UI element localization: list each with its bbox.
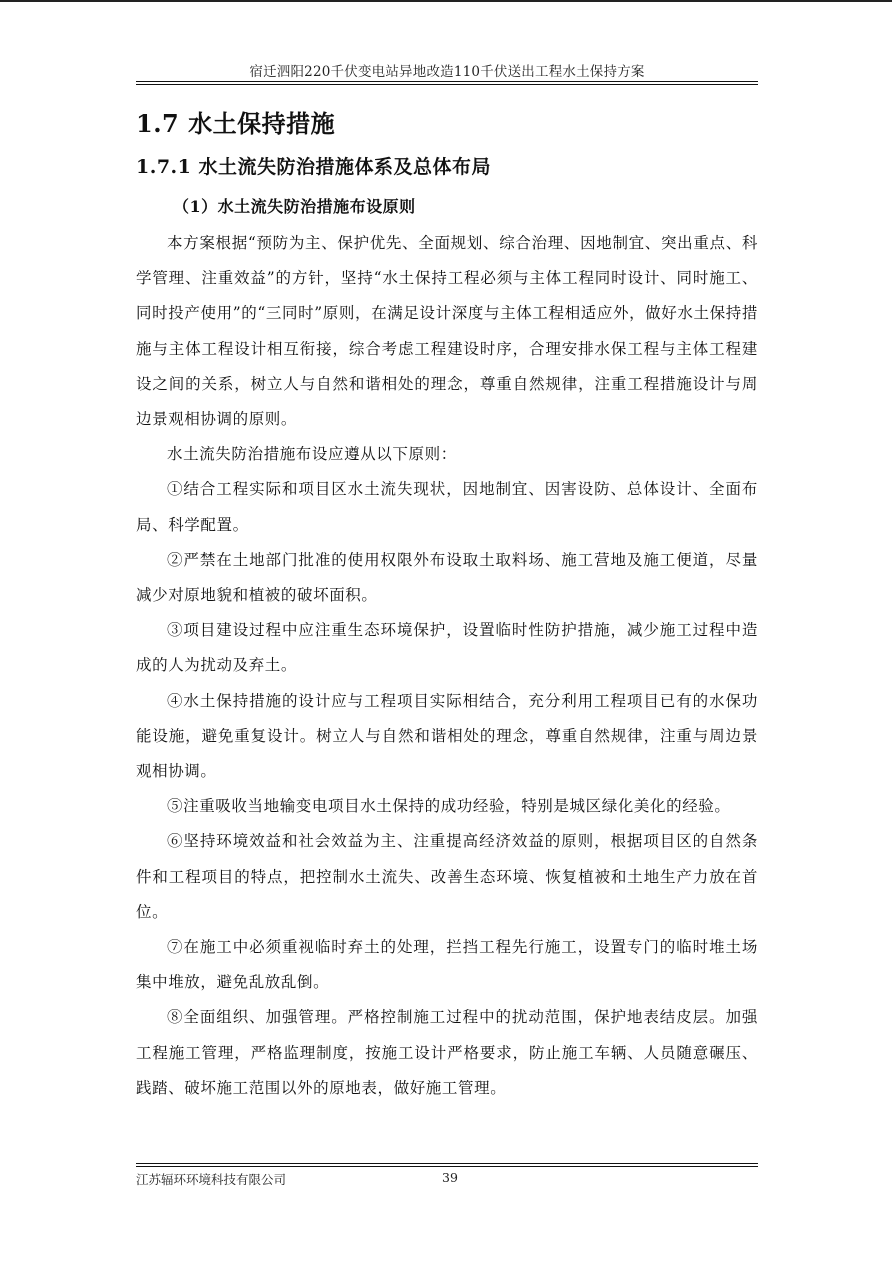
principle-item-2: ②严禁在土地部门批准的使用权限外布设取土取料场、施工营地及施工便道，尽量减少对原地貌和植被的破坏面积。 xyxy=(136,550,758,605)
principle-item-4: ④水土保持措施的设计应与工程项目实际相结合，充分利用工程项目已有的水保功能设施，避免重复设计。树立人与自然和谐相处的理念，尊重自然规律，注重与周边景观相协调。 xyxy=(136,691,758,781)
page-number: 39 xyxy=(442,1170,458,1185)
footer-rule xyxy=(136,1163,758,1164)
section-heading: 1.7 水土保持措施 xyxy=(136,109,336,138)
principle-item-5: ⑤注重吸收当地输变电项目水土保持的成功经验，特别是城区绿化美化的经验。 xyxy=(167,797,731,816)
subsection-heading: 1.7.1 水土流失防治措施体系及总体布局 xyxy=(136,156,492,178)
footer-rule-secondary xyxy=(136,1166,758,1167)
body-paragraph-intro: 本方案根据“预防为主、保护优先、全面规划、综合治理、因地制宜、突出重点、科学管理、注重效益”的方针，坚持“水土保持工程必须与主体工程同时设计、同时施工、同时投产使用”的“三同时”原则，在满足设计深度与主体工程相适应外，做好水土保持措施与主体工程设计相互衔接，综合考虑工程建设时序，合理安排水保工程与主体工程建设之间的关系，树立人与自然和谐相处的理念，尊重自然规律，注重工程措施设计与周边景观相协调的原则。 xyxy=(136,234,758,429)
principle-item-1: ①结合工程实际和项目区水土流失现状，因地制宜、因害设防、总体设计、全面布局、科学配置。 xyxy=(136,480,758,534)
body-paragraph-principles-lead: 水土流失防治措施布设应遵从以下原则： xyxy=(167,445,457,464)
principle-item-7: ⑦在施工中必须重视临时弃土的处理，拦挡工程先行施工，设置专门的临时堆土场集中堆放，避免乱放乱倒。 xyxy=(136,938,758,992)
header-rule-secondary xyxy=(136,84,758,85)
item-heading: （1）水土流失防治措施布设原则 xyxy=(173,197,416,216)
footer-company: 江苏辐环环境科技有限公司 xyxy=(136,1172,287,1187)
running-header: 宿迁泗阳220千伏变电站异地改造110千伏送出工程水土保持方案 xyxy=(249,64,645,80)
page-body xyxy=(136,102,758,1106)
principle-item-3: ③项目建设过程中应注重生态环境保护，设置临时性防护措施，减少施工过程中造成的人为扰动及弃土。 xyxy=(136,621,758,675)
header-rule xyxy=(136,81,758,82)
principle-item-6: ⑥坚持环境效益和社会效益为主、注重提高经济效益的原则，根据项目区的自然条件和工程项目的特点，把控制水土流失、改善生态环境、恢复植被和土地生产力放在首位。 xyxy=(136,832,758,921)
page-top-border xyxy=(0,0,892,2)
principle-item-8: ⑧全面组织、加强管理。严格控制施工过程中的扰动范围，保护地表结皮层。加强工程施工管理，严格监理制度，按施工设计严格要求，防止施工车辆、人员随意碾压、践踏、破坏施工范围以外的原地表，做好施工管理。 xyxy=(136,1008,758,1097)
